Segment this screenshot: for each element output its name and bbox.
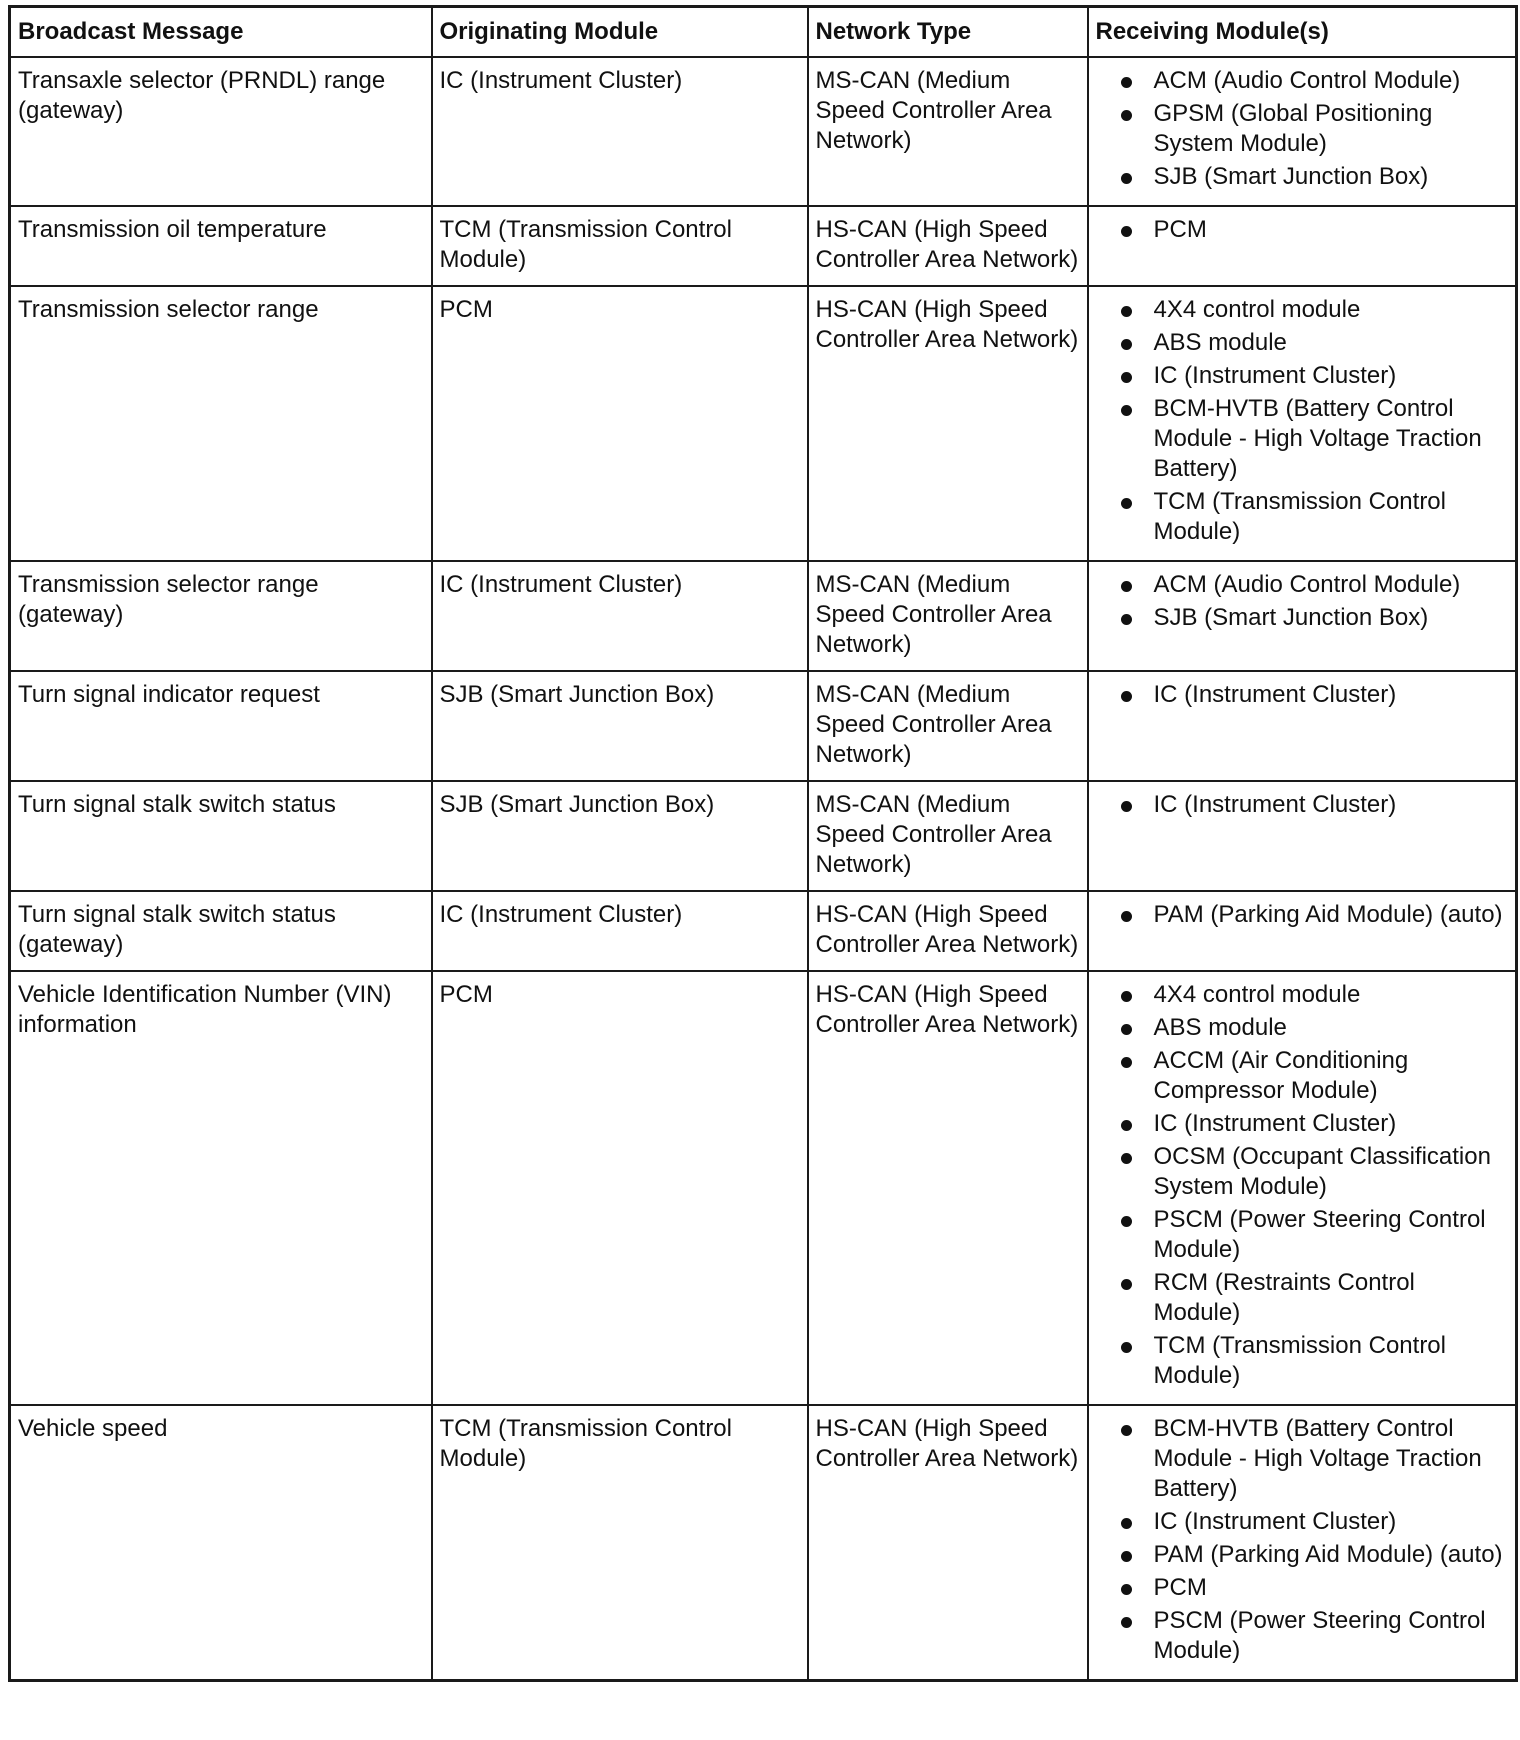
broadcast-message-text: Transmission selector range (gateway) — [18, 571, 319, 628]
bullet-icon — [1121, 1551, 1132, 1562]
originating-module-text: PCM — [439, 981, 493, 1008]
receiving-module-text: SJB (Smart Junction Box) — [1153, 604, 1429, 631]
list-item — [1096, 1540, 1509, 1570]
originating-module-cell — [432, 1405, 808, 1681]
originating-module-text: SJB (Smart Junction Box) — [439, 791, 715, 818]
receiving-module-text: IC (Instrument Cluster) — [1153, 791, 1397, 818]
bullet-icon — [1121, 801, 1132, 812]
broadcast-message-text: Turn signal stalk switch status — [18, 791, 336, 818]
network-type-text: HS-CAN (High Speed Controller Area Network) — [815, 981, 1079, 1038]
receiving-module-text: 4X4 control module — [1153, 981, 1361, 1008]
table-row — [10, 891, 1517, 971]
bullet-icon — [1121, 1153, 1132, 1164]
broadcast-message-cell — [10, 781, 432, 891]
originating-module-cell — [432, 671, 808, 781]
receiving-modules-cell — [1088, 57, 1517, 206]
bullet-icon — [1121, 1617, 1132, 1628]
bullet-icon — [1121, 1279, 1132, 1290]
table-header — [10, 7, 1517, 58]
originating-module-cell — [432, 561, 808, 671]
list-item — [1096, 900, 1509, 930]
list-item — [1096, 790, 1509, 820]
list-item — [1096, 980, 1509, 1010]
list-item — [1096, 328, 1509, 358]
network-type-text: MS-CAN (Medium Speed Controller Area Network) — [815, 571, 1052, 658]
list-item — [1096, 1046, 1509, 1106]
receiving-module-text: PSCM (Power Steering Control Module) — [1153, 1607, 1486, 1664]
receiving-module-text: ACM (Audio Control Module) — [1153, 571, 1461, 598]
bullet-icon — [1121, 991, 1132, 1002]
table-row — [10, 671, 1517, 781]
broadcast-message-cell — [10, 671, 432, 781]
receiving-module-text: PCM — [1153, 216, 1207, 243]
receiving-modules-list — [1096, 295, 1509, 547]
receiving-modules-cell — [1088, 1405, 1517, 1681]
broadcast-message-text: Transmission oil temperature — [18, 216, 327, 243]
bullet-icon — [1121, 498, 1132, 509]
receiving-module-text: ACM (Audio Control Module) — [1153, 67, 1461, 94]
originating-module-text: TCM (Transmission Control Module) — [439, 216, 732, 273]
originating-module-text: IC (Instrument Cluster) — [439, 901, 683, 928]
broadcast-message-cell — [10, 57, 432, 206]
receiving-module-text: IC (Instrument Cluster) — [1153, 681, 1397, 708]
bullet-icon — [1121, 77, 1132, 88]
network-type-cell — [808, 286, 1088, 561]
table-row — [10, 1405, 1517, 1681]
bullet-icon — [1121, 1120, 1132, 1131]
broadcast-message-cell — [10, 286, 432, 561]
receiving-module-text: SJB (Smart Junction Box) — [1153, 163, 1429, 190]
originating-module-text: TCM (Transmission Control Module) — [439, 1415, 732, 1472]
broadcast-message-cell — [10, 1405, 432, 1681]
receiving-module-text: GPSM (Global Positioning System Module) — [1153, 100, 1433, 157]
list-item — [1096, 361, 1509, 391]
receiving-modules-list — [1096, 570, 1509, 633]
receiving-module-text: TCM (Transmission Control Module) — [1153, 1332, 1446, 1389]
list-item — [1096, 162, 1509, 192]
bullet-icon — [1121, 1584, 1132, 1595]
table-row — [10, 206, 1517, 286]
receiving-modules-list — [1096, 900, 1509, 930]
receiving-module-text: RCM (Restraints Control Module) — [1153, 1269, 1415, 1326]
receiving-module-text: IC (Instrument Cluster) — [1153, 1508, 1397, 1535]
list-item — [1096, 570, 1509, 600]
table-body — [10, 57, 1517, 1681]
receiving-module-text: PSCM (Power Steering Control Module) — [1153, 1206, 1486, 1263]
network-type-text: HS-CAN (High Speed Controller Area Network) — [815, 1415, 1079, 1472]
originating-module-cell — [432, 57, 808, 206]
table-row — [10, 971, 1517, 1405]
broadcast-message-text: Turn signal stalk switch status (gateway) — [18, 901, 336, 958]
network-type-text: MS-CAN (Medium Speed Controller Area Network) — [815, 681, 1052, 768]
originating-module-cell — [432, 286, 808, 561]
originating-module-text: IC (Instrument Cluster) — [439, 571, 683, 598]
receiving-modules-cell — [1088, 286, 1517, 561]
header-receiving-modules: Receiving Module(s) — [1088, 7, 1517, 58]
network-type-text: MS-CAN (Medium Speed Controller Area Network) — [815, 791, 1052, 878]
bullet-icon — [1121, 1342, 1132, 1353]
list-item — [1096, 1205, 1509, 1265]
list-item — [1096, 99, 1509, 159]
broadcast-message-text: Transaxle selector (PRNDL) range (gateway) — [18, 67, 386, 124]
originating-module-cell — [432, 971, 808, 1405]
network-type-cell — [808, 971, 1088, 1405]
network-type-cell — [808, 206, 1088, 286]
bullet-icon — [1121, 306, 1132, 317]
table-row — [10, 781, 1517, 891]
bullet-icon — [1121, 110, 1132, 121]
receiving-modules-list — [1096, 66, 1509, 192]
list-item — [1096, 295, 1509, 325]
receiving-modules-list — [1096, 215, 1509, 245]
receiving-module-text: IC (Instrument Cluster) — [1153, 1110, 1397, 1137]
receiving-modules-cell — [1088, 971, 1517, 1405]
list-item — [1096, 394, 1509, 484]
receiving-module-text: IC (Instrument Cluster) — [1153, 362, 1397, 389]
list-item — [1096, 1573, 1509, 1603]
receiving-module-text: PAM (Parking Aid Module) (auto) — [1153, 1541, 1503, 1568]
broadcast-message-cell — [10, 206, 432, 286]
originating-module-text: PCM — [439, 296, 493, 323]
broadcast-message-cell — [10, 971, 432, 1405]
table-row — [10, 286, 1517, 561]
originating-module-text: IC (Instrument Cluster) — [439, 67, 683, 94]
broadcast-message-cell — [10, 561, 432, 671]
header-row — [10, 7, 1517, 58]
bullet-icon — [1121, 691, 1132, 702]
receiving-module-text: TCM (Transmission Control Module) — [1153, 488, 1446, 545]
broadcast-message-text: Vehicle Identification Number (VIN) information — [18, 981, 392, 1038]
broadcast-message-table — [8, 5, 1518, 1682]
bullet-icon — [1121, 339, 1132, 350]
network-type-cell — [808, 671, 1088, 781]
bullet-icon — [1121, 1216, 1132, 1227]
receiving-modules-cell — [1088, 206, 1517, 286]
broadcast-message-text: Vehicle speed — [18, 1415, 168, 1442]
bullet-icon — [1121, 1518, 1132, 1529]
list-item — [1096, 1414, 1509, 1504]
list-item — [1096, 1507, 1509, 1537]
list-item — [1096, 1331, 1509, 1391]
network-type-cell — [808, 57, 1088, 206]
receiving-modules-cell — [1088, 561, 1517, 671]
bullet-icon — [1121, 614, 1132, 625]
receiving-module-text: OCSM (Occupant Classification System Module) — [1153, 1143, 1491, 1200]
receiving-module-text: PAM (Parking Aid Module) (auto) — [1153, 901, 1503, 928]
list-item — [1096, 1606, 1509, 1666]
receiving-module-text: ACCM (Air Conditioning Compressor Module) — [1153, 1047, 1409, 1104]
broadcast-message-cell — [10, 891, 432, 971]
network-type-cell — [808, 561, 1088, 671]
network-type-text: HS-CAN (High Speed Controller Area Network) — [815, 901, 1079, 958]
originating-module-text: SJB (Smart Junction Box) — [439, 681, 715, 708]
receiving-module-text: BCM-HVTB (Battery Control Module - High Voltage Traction Battery) — [1153, 1415, 1482, 1502]
network-type-cell — [808, 891, 1088, 971]
table-row — [10, 57, 1517, 206]
receiving-modules-list — [1096, 1414, 1509, 1666]
bullet-icon — [1121, 405, 1132, 416]
list-item — [1096, 66, 1509, 96]
network-type-cell — [808, 1405, 1088, 1681]
header-originating-module: Originating Module — [432, 7, 808, 58]
table-row — [10, 561, 1517, 671]
receiving-modules-cell — [1088, 671, 1517, 781]
receiving-module-text: ABS module — [1153, 1014, 1287, 1041]
list-item — [1096, 215, 1509, 245]
bullet-icon — [1121, 911, 1132, 922]
broadcast-message-text: Turn signal indicator request — [18, 681, 320, 708]
bullet-icon — [1121, 1024, 1132, 1035]
receiving-module-text: BCM-HVTB (Battery Control Module - High Voltage Traction Battery) — [1153, 395, 1482, 482]
list-item — [1096, 603, 1509, 633]
list-item — [1096, 1109, 1509, 1139]
bullet-icon — [1121, 226, 1132, 237]
list-item — [1096, 1142, 1509, 1202]
receiving-modules-cell — [1088, 891, 1517, 971]
originating-module-cell — [432, 891, 808, 971]
bullet-icon — [1121, 581, 1132, 592]
network-type-text: MS-CAN (Medium Speed Controller Area Network) — [815, 67, 1052, 154]
originating-module-cell — [432, 206, 808, 286]
list-item — [1096, 1268, 1509, 1328]
list-item — [1096, 680, 1509, 710]
bullet-icon — [1121, 173, 1132, 184]
bullet-icon — [1121, 1425, 1132, 1436]
bullet-icon — [1121, 372, 1132, 383]
receiving-module-text: ABS module — [1153, 329, 1287, 356]
network-type-text: HS-CAN (High Speed Controller Area Network) — [815, 216, 1079, 273]
network-type-text: HS-CAN (High Speed Controller Area Network) — [815, 296, 1079, 353]
receiving-modules-list — [1096, 980, 1509, 1391]
receiving-module-text: PCM — [1153, 1574, 1207, 1601]
bullet-icon — [1121, 1057, 1132, 1068]
receiving-module-text: 4X4 control module — [1153, 296, 1361, 323]
header-network-type: Network Type — [808, 7, 1088, 58]
network-type-cell — [808, 781, 1088, 891]
header-broadcast-message: Broadcast Message — [10, 7, 432, 58]
list-item — [1096, 487, 1509, 547]
broadcast-message-text: Transmission selector range — [18, 296, 319, 323]
originating-module-cell — [432, 781, 808, 891]
receiving-modules-list — [1096, 790, 1509, 820]
list-item — [1096, 1013, 1509, 1043]
receiving-modules-list — [1096, 680, 1509, 710]
receiving-modules-cell — [1088, 781, 1517, 891]
